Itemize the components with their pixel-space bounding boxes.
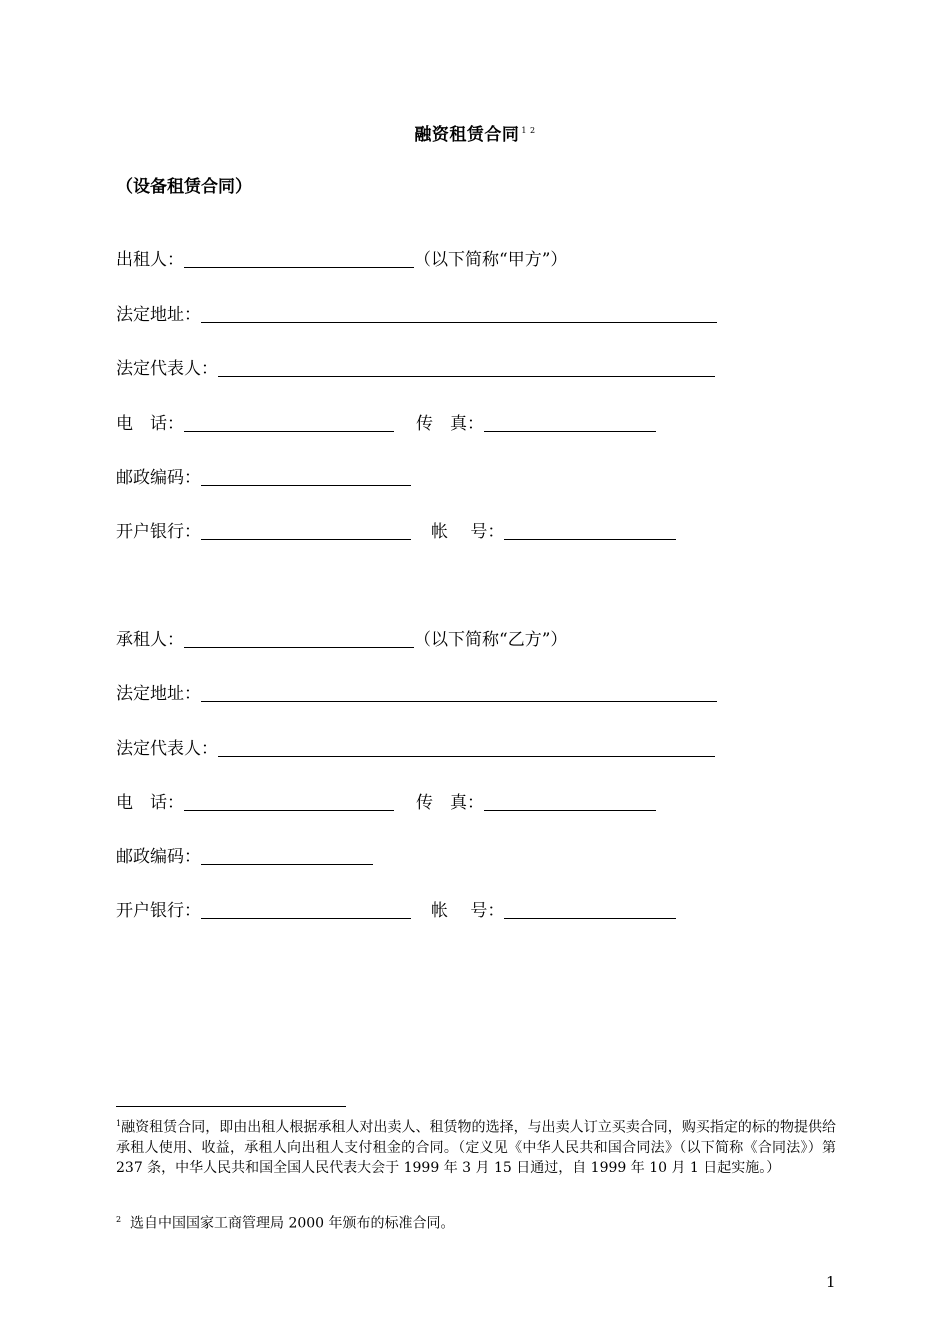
lessor-bank-row	[116, 520, 676, 544]
lessor-fax-field[interactable]	[484, 413, 656, 432]
lessee-postcode-field[interactable]	[201, 846, 373, 865]
lessee-rep-row	[116, 737, 715, 761]
lessor-bank-field[interactable]	[201, 521, 411, 540]
lessee-account-label: 帐 号：	[431, 901, 505, 921]
lessor-bank-label: 开户银行：	[116, 522, 201, 542]
lessor-phone-row	[116, 412, 656, 436]
lessee-bank-label: 开户银行：	[116, 901, 201, 921]
footnote-separator	[116, 1106, 346, 1107]
lessor-account-field[interactable]	[504, 521, 676, 540]
document-subtitle: （设备租赁合同）	[116, 177, 252, 197]
lessee-account-field[interactable]	[504, 900, 676, 919]
lessor-postcode-field[interactable]	[201, 467, 411, 486]
lessor-phone-label: 电 话：	[116, 414, 184, 434]
lessee-fax-label: 传 真：	[416, 793, 484, 813]
title-footnote-refs: 1 2	[521, 126, 536, 136]
lessee-postcode-label: 邮政编码：	[116, 847, 201, 867]
lessee-rep-label: 法定代表人：	[116, 739, 218, 759]
lessor-address-row	[116, 303, 717, 327]
lessor-phone-field[interactable]	[184, 413, 394, 432]
lessor-name-field[interactable]	[184, 249, 414, 268]
lessor-rep-row	[116, 357, 715, 381]
lessee-rep-field[interactable]	[218, 738, 715, 757]
lessor-label: 出租人：	[116, 250, 184, 270]
title-text: 融资租赁合同	[414, 125, 520, 145]
lessor-postcode-label: 邮政编码：	[116, 468, 201, 488]
lessee-address-label: 法定地址：	[116, 684, 201, 704]
lessor-name-row	[116, 248, 567, 272]
lessee-fax-field[interactable]	[484, 792, 656, 811]
lessee-postcode-row	[116, 845, 373, 869]
footnote-2-text: 选自中国国家工商管理局 2000 年颁布的标准合同。	[130, 1215, 455, 1232]
lessor-suffix: （以下简称“甲方”）	[414, 250, 568, 270]
lessor-address-label: 法定地址：	[116, 305, 201, 325]
footnote-1-marker: 1	[116, 1119, 122, 1128]
page-number: 1	[826, 1273, 836, 1291]
lessee-name-field[interactable]	[184, 629, 414, 648]
lessee-suffix: （以下简称“乙方”）	[414, 630, 568, 650]
footnote-2	[116, 1210, 836, 1234]
lessee-label: 承租人：	[116, 630, 184, 650]
lessee-bank-row	[116, 899, 676, 923]
footnote-1	[116, 1114, 836, 1178]
lessee-phone-row	[116, 791, 656, 815]
document-title	[0, 120, 950, 145]
lessee-address-row	[116, 682, 717, 706]
footnote-1-text: 融资租赁合同，即由出租人根据承租人对出卖人、租赁物的选择，与出卖人订立买卖合同，购买指定的标的物提供给承租人使用、收益，承租人向出租人支付租金的合同。（定义见《中华人民共和国合同法》（以下简称《合同法》）第 237 条，中华人民共和国全国人民代表大会于 1999 年 3 月 15 日通过，自 1999 年 10 月 1 日起实施。）	[116, 1119, 836, 1176]
lessee-phone-label: 电 话：	[116, 793, 184, 813]
footnote-2-marker: 2	[116, 1215, 122, 1224]
lessee-address-field[interactable]	[201, 683, 717, 702]
lessee-name-row	[116, 628, 567, 652]
lessor-account-label: 帐 号：	[431, 522, 505, 542]
lessor-rep-field[interactable]	[218, 358, 715, 377]
lessee-bank-field[interactable]	[201, 900, 411, 919]
lessor-address-field[interactable]	[201, 304, 717, 323]
lessor-rep-label: 法定代表人：	[116, 359, 218, 379]
lessee-phone-field[interactable]	[184, 792, 394, 811]
lessor-fax-label: 传 真：	[416, 414, 484, 434]
lessor-postcode-row	[116, 466, 411, 490]
